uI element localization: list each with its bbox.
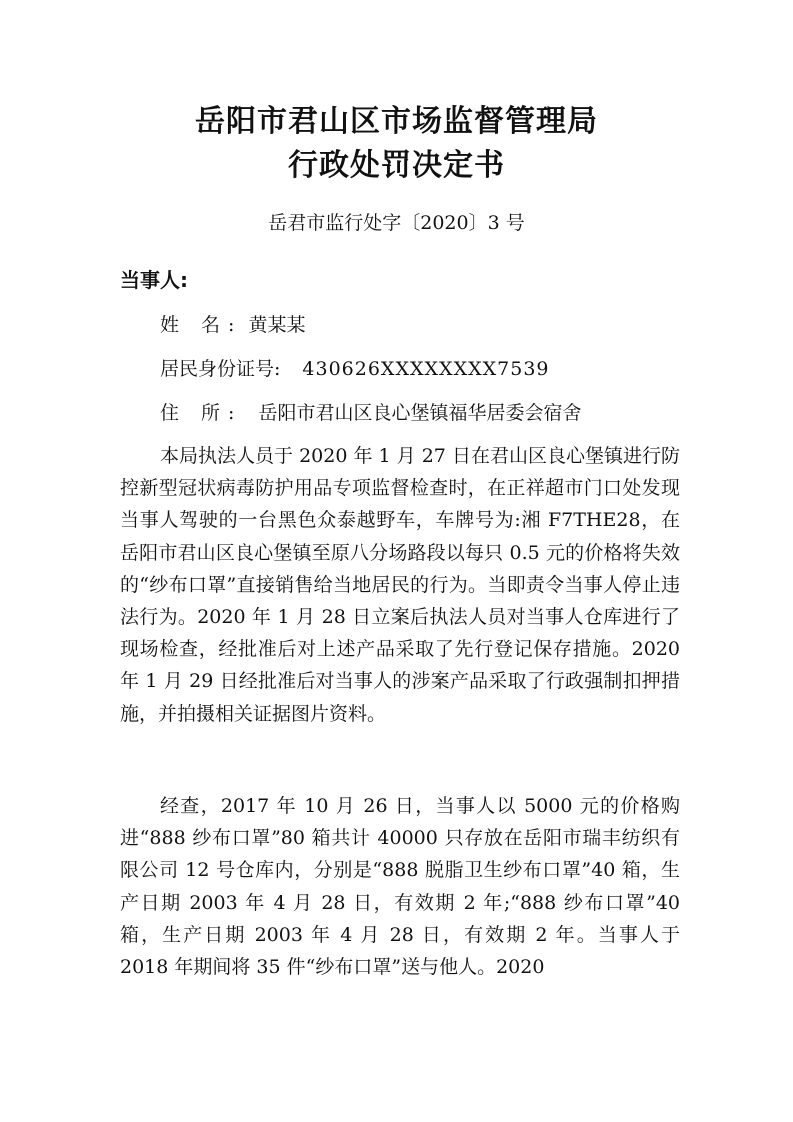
party-id-value: 430626XXXXXXXX7539 [302,358,550,380]
party-address-field [160,399,581,427]
document-title-line1: 岳阳市君山区市场监督管理局 [195,104,598,139]
document-number: 岳君市监行处字〔2020〕3 号 [268,212,525,234]
party-name-label: 姓 名: [160,314,243,336]
document-title-line2: 行政处罚决定书 [288,148,505,183]
party-name-value: 黄某某 [248,314,306,336]
party-address-value: 岳阳市君山区良心堡镇福华居委会宿舍 [258,402,582,424]
party-heading: 当事人: [120,268,188,292]
party-address-label: 住 所: [160,402,243,424]
party-id-field [160,355,550,383]
body-paragraph-1: 本局执法人员于 2020 年 1 月 27 日在君山区良心堡镇进行防控新型冠状病毒防护用品专项监督检查时，在正祥超市门口处发现当事人驾驶的一台黑色众泰越野车，车牌号为:湘 F7THE28，在岳阳市君山区良心堡镇至原八分场路段以每只 0.5 元的价格将失效的“纱布口罩”直接销售给当地居民的行为。当即责令当事人停止违法行为。2020 年 1 月 28 日立案后执法人员对当事人仓库进行了现场检查，经批准后对上述产品采取了先行登记保存措施。2020 年 1 月 29 日经批准后对当事人的涉案产品采取了行政强制扣押措施，并拍摄相关证据图片资料。 [120,445,680,725]
body-paragraph-2: 经查，2017 年 10 月 26 日，当事人以 5000 元的价格购进“888 纱布口罩”80 箱共计 40000 只存放在岳阳市瑞丰纺织有限公司 12 号仓库内，分别是“888 脱脂卫生纱布口罩”40 箱，生产日期 2003 年 4 月 28 日，有效期 2 年;“888 纱布口罩”40 箱，生产日期 2003 年 4 月 28 日，有效期 2 年。当事人于 2018 年期间将 35 件“纱布口罩”送与他人。2020 [120,795,680,979]
party-name-field [160,311,305,339]
party-id-label: 居民身份证号: [160,358,281,380]
